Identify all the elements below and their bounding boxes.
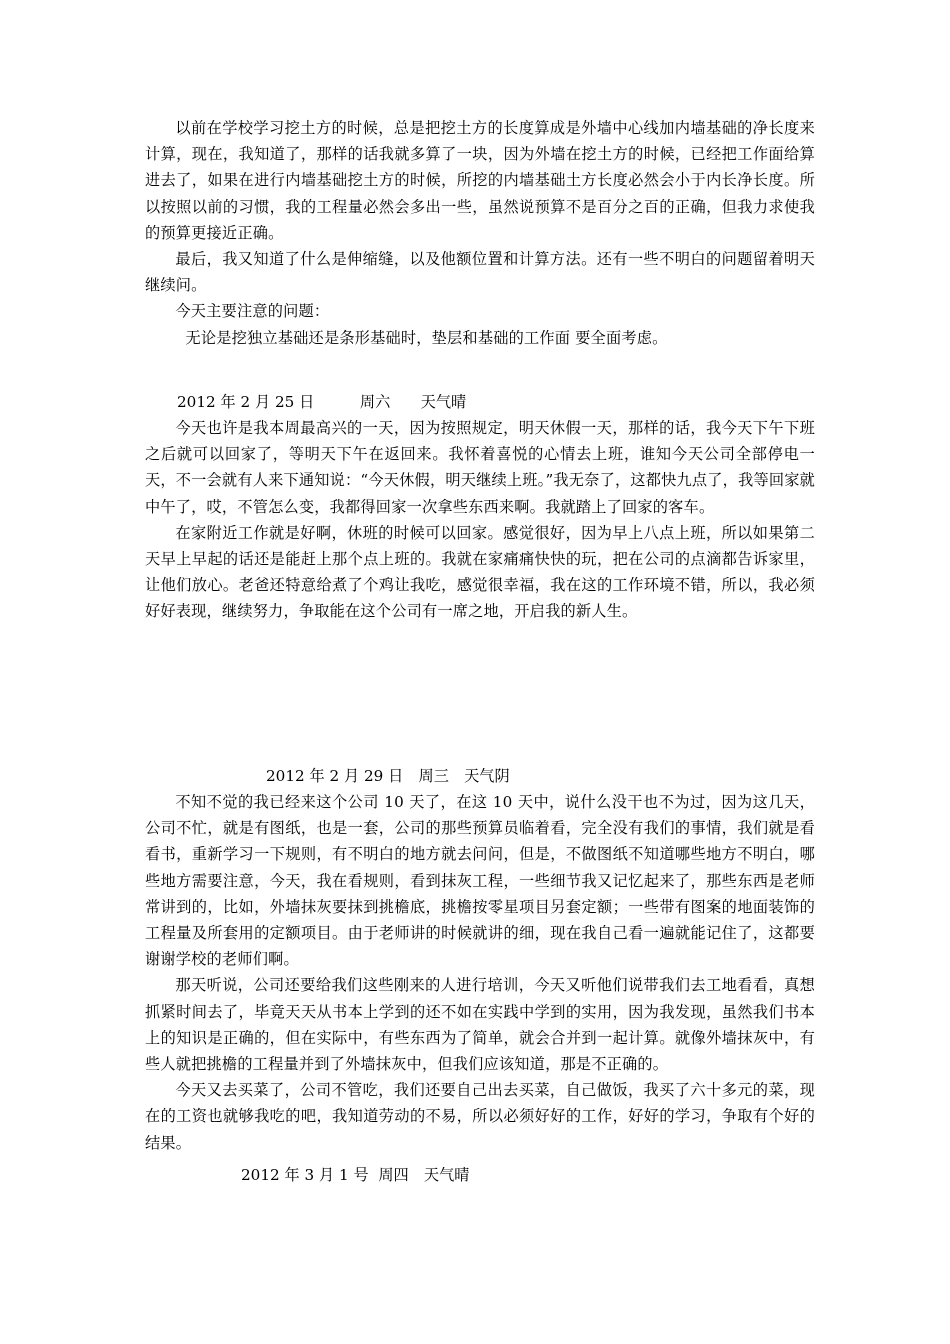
entry-heading-0301: 2012 年 3 月 1 号 周四 天气晴 <box>241 1166 470 1184</box>
paragraph: 以前在学校学习挖土方的时候，总是把挖土方的长度算成是外墙中心线加内墙基础的净长度来计算，现在，我知道了，那样的话我就多算了一块，因为外墙在挖土方的时候，已经把工作面给算进去了，如果在进行内墙基础挖土方的时候，所挖的内墙基础土方长度必然会小于内长净长度。所以按照以前的习惯，我的工程量必然会多出一些，虽然说预算不是百分之百的正确，但我力求使我的预算更接近正确。 <box>145 119 815 242</box>
entry-body-0229 <box>145 789 815 1156</box>
entry-heading-0229: 2012 年 2 月 29 日 周三 天气阴 <box>266 767 510 785</box>
paragraph: 最后，我又知道了什么是伸缩缝，以及他额位置和计算方法。还有一些不明白的问题留着明天继续问。 <box>145 250 815 295</box>
section-digging-notes <box>145 115 815 351</box>
paragraph: 今天主要注意的问题： <box>175 302 330 321</box>
paragraph: 无论是挖独立基础还是条形基础时，垫层和基础的工作面 要全面考虑。 <box>175 328 668 347</box>
paragraph: 在家附近工作就是好啊，休班的时候可以回家。感觉很好，因为早上八点上班，所以如果第二天早上早起的话还是能赶上那个点上班的。我就在家痛痛快快的玩，把在公司的点滴都告诉家里，让他们放心。老爸还特意给煮了个鸡让我吃，感觉很幸福，我在这的工作环境不错，所以，我必须好好表现，继续努力，争取能在这个公司有一席之地，开启我的新人生。 <box>145 523 815 621</box>
paragraph: 那天听说，公司还要给我们这些刚来的人进行培训，今天又听他们说带我们去工地看看，真想抓紧时间去了，毕竟天天从书本上学到的还不如在实践中学到的实用，因为我发现，虽然我们书本上的知识是正确的，但在实际中，有些东西为了简单，就会合并到一起计算。就像外墙抹灰中，有些人就把挑檐的工程量并到了外墙抹灰中，但我们应该知道，那是不正确的。 <box>145 976 815 1074</box>
paragraph: 今天又去买菜了，公司不管吃，我们还要自己出去买菜，自己做饭，我买了六十多元的菜，现在的工资也就够我吃的吧，我知道劳动的不易，所以必须好好的工作，好好的学习，争取有个好的结果。 <box>145 1081 815 1152</box>
entry-body-0225 <box>145 415 815 625</box>
paragraph: 今天也许是我本周最高兴的一天，因为按照规定，明天休假一天，那样的话，我今天下午下班之后就可以回家了，等明天下午在返回来。我怀着喜悦的心情去上班，谁知今天公司全部停电一天，不一会就有人来下通知说：“今天休假，明天继续上班。”我无奈了，这都快九点了，我等回家就中午了，哎，不管怎么变，我都得回家一次拿些东西来啊。我就踏上了回家的客车。 <box>145 419 815 516</box>
paragraph: 不知不觉的我已经来这个公司 10 天了，在这 10 天中，说什么没干也不为过，因为这几天，公司不忙，就是有图纸，也是一套，公司的那些预算员临着看，完全没有我们的事情，我们就是看看书，重新学习一下规则，有不明白的地方就去问问，但是，不做图纸不知道哪些地方不明白，哪些地方需要注意，今天，我在看规则，看到抹灰工程，一些细节我又记忆起来了，那些东西是老师常讲到的，比如，外墙抹灰要抹到挑檐底，挑檐按零星项目另套定额；一些带有图案的地面装饰的工程量及所套用的定额项目。由于老师讲的时候就讲的细，现在我自己看一遍就能记住了，这都要谢谢学校的老师们啊。 <box>145 793 815 969</box>
entry-heading-0225: 2012 年 2 月 25 日 周六 天气晴 <box>177 393 467 411</box>
